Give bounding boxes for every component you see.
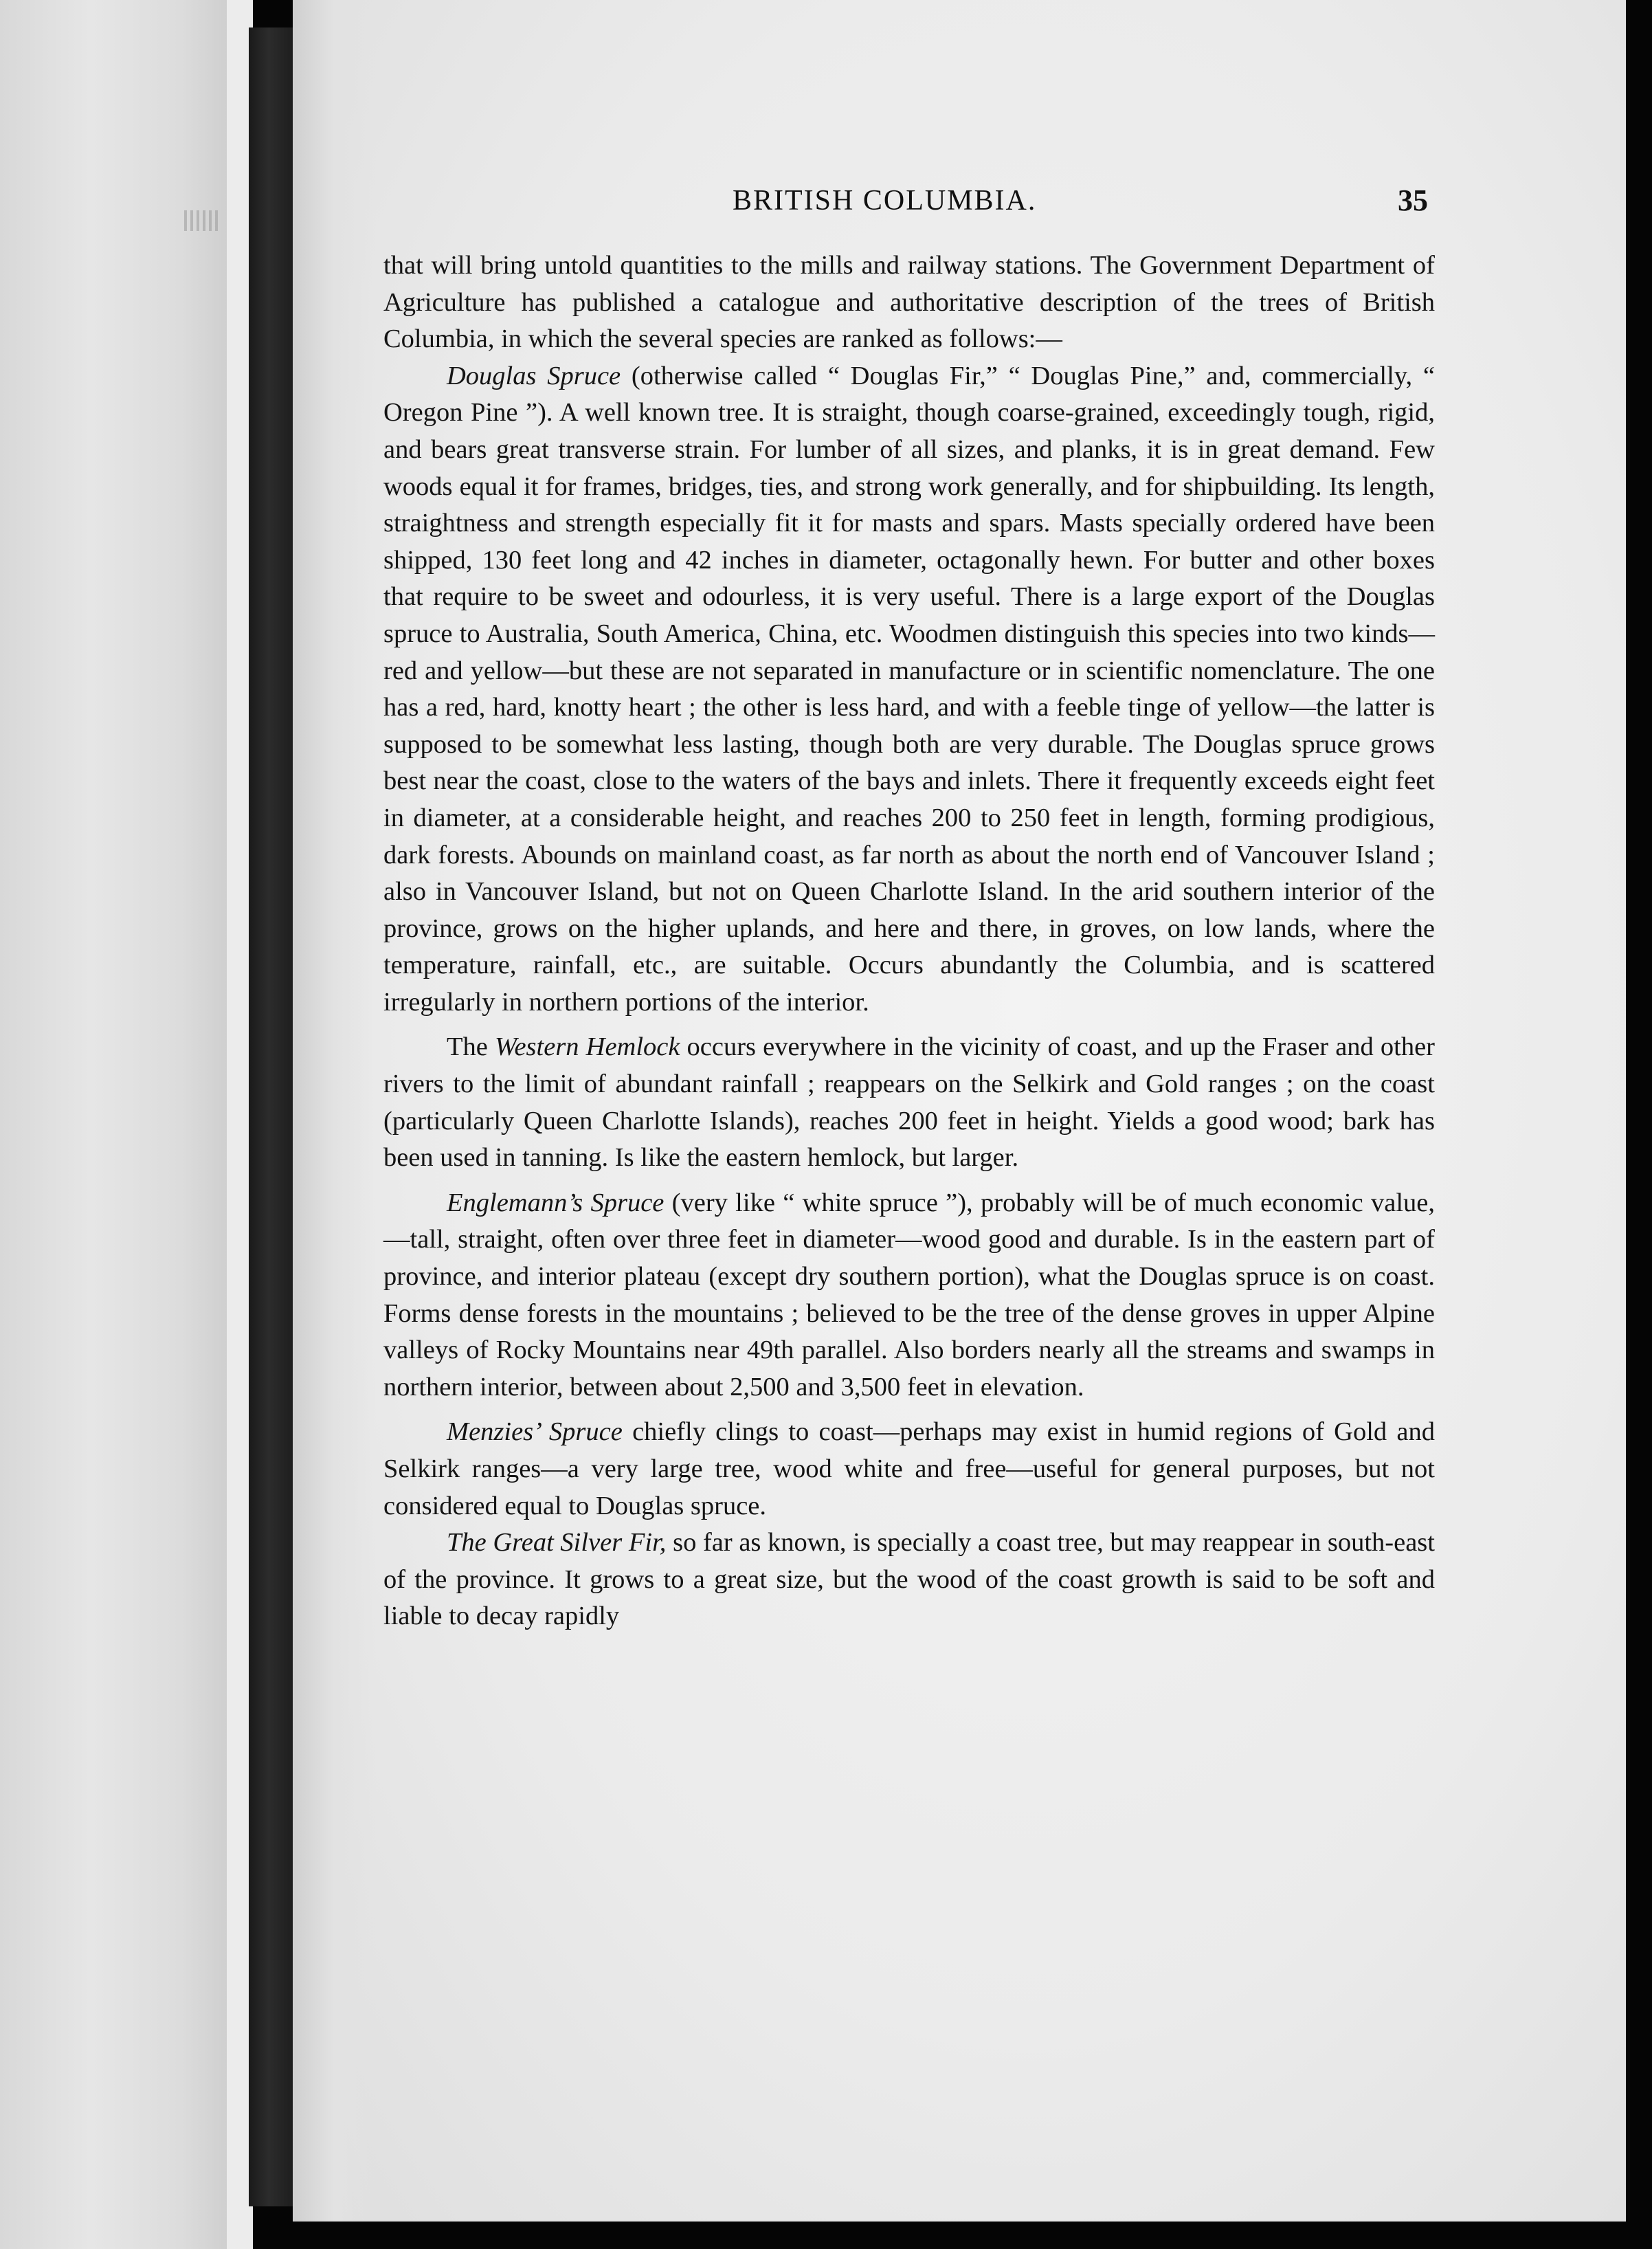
western-hemlock-heading: Western Hemlock <box>494 1032 680 1062</box>
silver-fir-paragraph <box>383 1525 1435 1635</box>
facing-page-edge <box>0 0 227 2249</box>
western-hemlock-prefix: The <box>447 1032 495 1062</box>
facing-page-ink-smudge <box>184 210 221 231</box>
intro-paragraph <box>383 247 1435 358</box>
englemann-spruce-text: (very like “ white spruce ”), probably will be of much economic value,—tall, straight, often over three feet in diameter—wood good and durable. Is in the eastern part of province, and interior plateau (except dry southern portion), what the Douglas spruce is on coast. Forms dense forests in the mountains ; believed to be the tree of the dense groves in upper Alpine valleys of Rocky Mountains near 49th parallel. Also borders nearly all the streams and swamps in northern interior, between about 2,500 and 3,500 feet in elevation. <box>383 1188 1435 1402</box>
western-hemlock-text: occurs everywhere in the vicinity of coast, and up the Fraser and other rivers to the limit of abundant rainfall ; reappears on the Selkirk and Gold ranges ; on the coast (particularly Queen Charlotte Islands), reaches 200 feet in height. Yields a good wood; bark has been used in tanning. Is like the eastern hemlock, but larger. <box>383 1032 1435 1173</box>
page-inner-shadow <box>293 0 375 2222</box>
page-number: 35 <box>1398 184 1428 217</box>
englemann-spruce-heading: Englemann’s Spruce <box>447 1188 665 1217</box>
menzies-spruce-heading: Menzies’ Spruce <box>447 1417 623 1447</box>
douglas-spruce-paragraph <box>383 358 1435 1021</box>
englemann-spruce-paragraph <box>383 1185 1435 1406</box>
intro-text: that will bring untold quantities to the mills and railway stations. The Government Department of Agriculture has published a catalogue and authoritative description of the trees of British Columbia, in which the several species are ranked as follows:— <box>383 251 1435 354</box>
douglas-spruce-heading: Douglas Spruce <box>447 361 621 390</box>
menzies-spruce-text: chiefly clings to coast—perhaps may exist in humid regions of Gold and Selkirk ranges—a very large tree, wood white and free—useful for general purposes, but not considered equal to Douglas spruce. <box>383 1417 1435 1520</box>
douglas-spruce-text: (otherwise called “ Douglas Fir,” “ Douglas Pine,” and, commercially, “ Oregon Pine ”). A well known tree. It is straight, though coarse-grained, exceedingly tough, rigid, and bears great transverse strain. For lumber of all sizes, and planks, it is in great demand. Few woods equal it for frames, bridges, ties, and strong work generally, and for shipbuilding. Its length, straightness and strength especially fit it for masts and spars. Masts specially ordered have been shipped, 130 feet long and 42 inches in diameter, octagonally hewn. For butter and other boxes that require to be sweet and odourless, it is very useful. There is a large export of the Douglas spruce to Australia, South America, China, etc. Woodmen distinguish this species into two kinds—red and yellow—but these are not separated in manufacture or in scientific nomenclature. The one has a red, hard, knotty heart ; the other is less hard, and with a feeble tinge of yellow—the latter is supposed to be somewhat less lasting, though both are very durable. The Douglas spruce grows best near the coast, close to the waters of the bays and inlets. There it frequently exceeds eight feet in diameter, at a considerable height, and reaches 200 to 250 feet in length, forming prodigious, dark forests. Abounds on mainland coast, as far north as about the north end of Vancouver Island ; also in Vancouver Island, but not on Queen Charlotte Island. In the arid southern interior of the province, grows on the higher uplands, and here and there, in groves, on low lands, where the temperature, rainfall, etc., are suitable. Occurs abundantly the Columbia, and is scattered irregularly in northern portions of the interior. <box>383 361 1435 1017</box>
silver-fir-text: so far as known, is specially a coast tree, but may reappear in south-east of the province. It grows to a great size, but the wood of the coast growth is said to be soft and liable to decay rapidly <box>383 1528 1435 1631</box>
silver-fir-heading: The Great Silver Fir, <box>447 1528 667 1558</box>
western-hemlock-paragraph <box>383 1029 1435 1176</box>
running-title: BRITISH COLUMBIA. <box>733 185 1037 217</box>
menzies-spruce-paragraph <box>383 1414 1435 1525</box>
body-text <box>383 247 1435 1635</box>
book-spine-shadow <box>249 27 293 2206</box>
